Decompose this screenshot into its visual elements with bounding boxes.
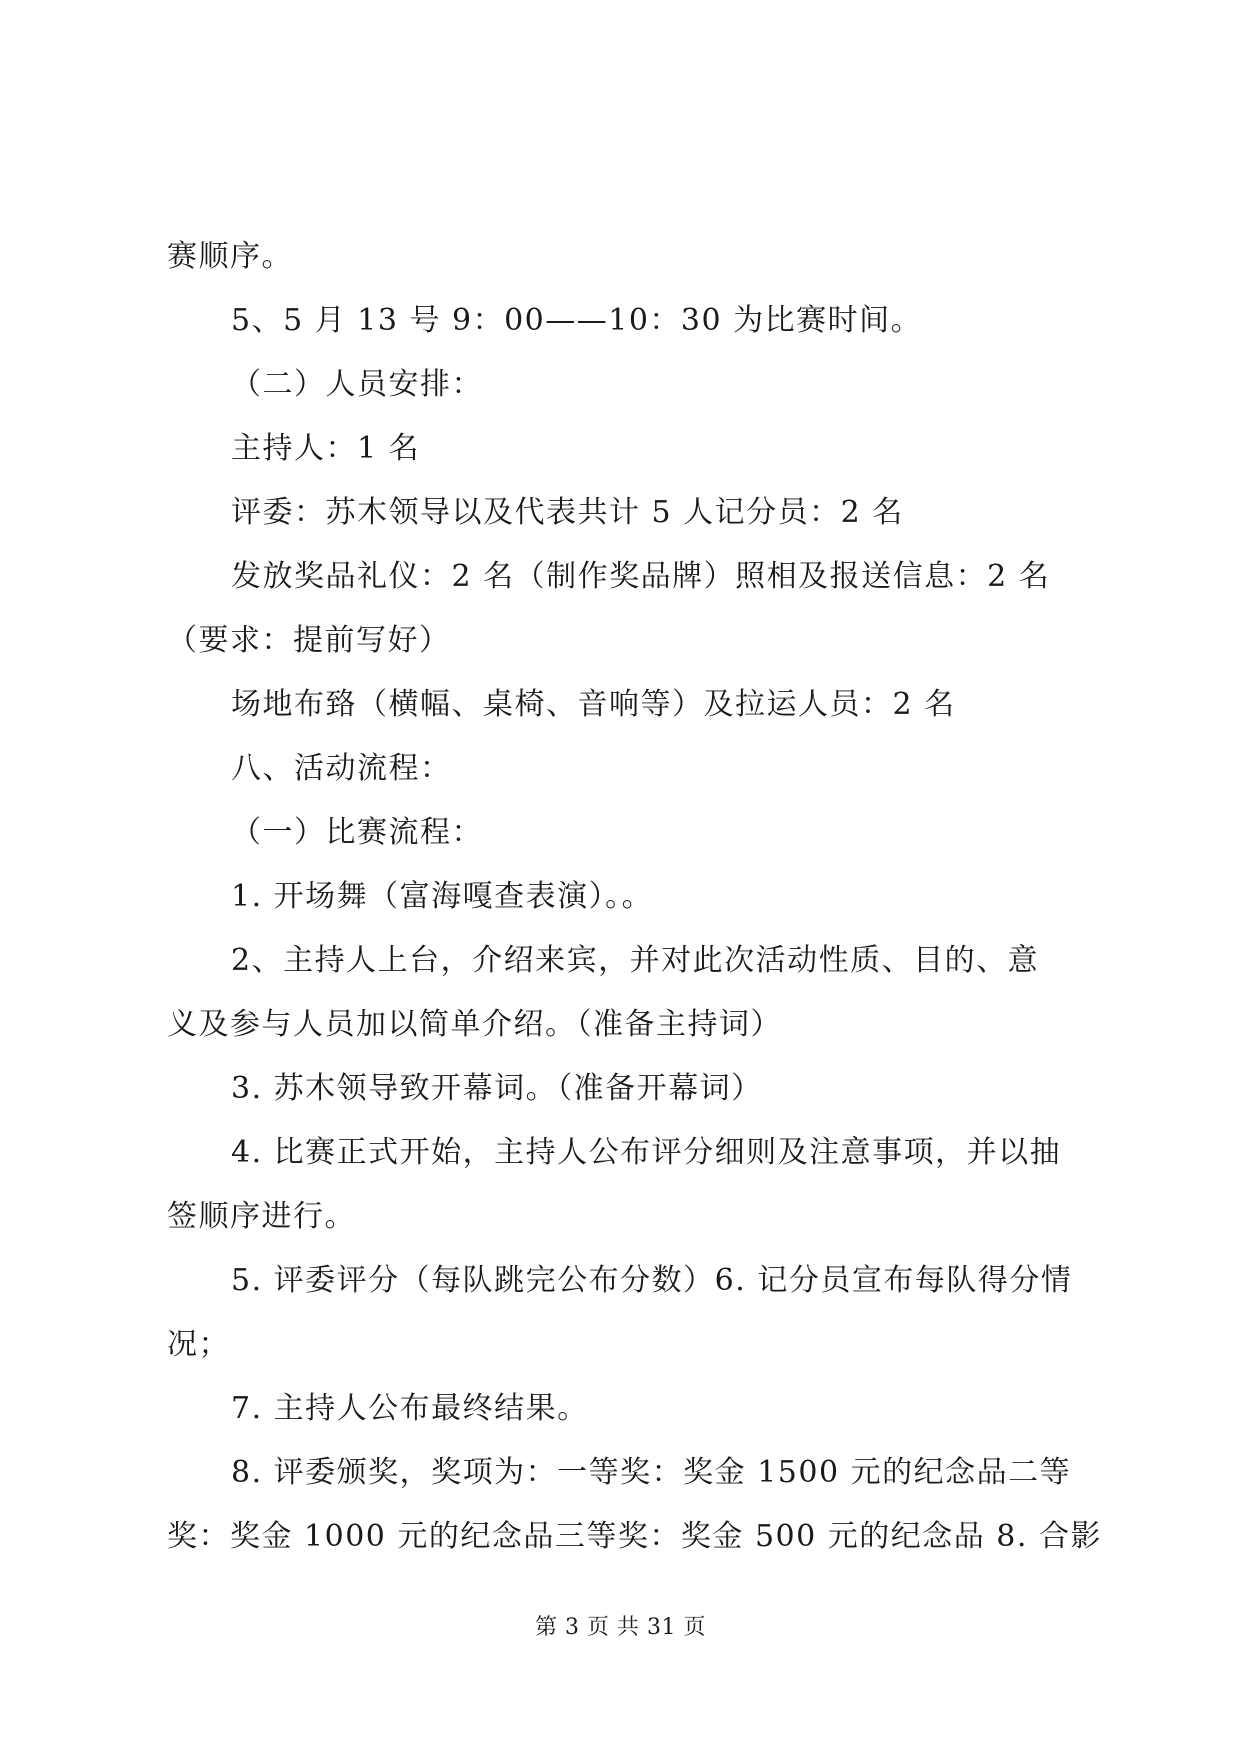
text-line: 1. 开场舞（富海嘎查表演）。。 [231,879,654,914]
text-line: 5. 评委评分（每队跳完公布分数）6. 记分员宣布每队得分情 [231,1263,1073,1298]
text-line: 况； [167,1327,230,1362]
page-footer [0,1610,1241,1641]
text-line: 场地布臵（横幅、桌椅、音响等）及拉运人员：2 名 [231,687,956,722]
text-line: 奖：奖金 1000 元的纪念品三等奖：奖金 500 元的纪念品 8. 合影 [167,1519,1102,1554]
text-line: 3. 苏木领导致开幕词。（准备开幕词） [231,1071,763,1106]
text-line: 义及参与人员加以简单介绍。（准备主持词） [167,1007,782,1042]
text-line: 主持人：1 名 [231,431,421,466]
page-number: 第 3 页 共 31 页 [535,1615,706,1640]
section-heading: （二）人员安排： [231,367,483,402]
text-line: 5、5 月 13 号 9：00——10：30 为比赛时间。 [231,303,923,338]
text-line: 评委：苏木领导以及代表共计 5 人记分员：2 名 [231,495,904,530]
text-line: 签顺序进行。 [167,1199,356,1234]
text-line: 赛顺序。 [167,239,293,274]
text-line: 4. 比赛正式开始，主持人公布评分细则及注意事项，并以抽 [231,1135,1062,1170]
text-line: 2、主持人上台，介绍来宾，并对此次活动性质、目的、意 [231,943,1040,978]
text-line: （要求：提前写好） [167,623,451,658]
section-heading: 八、活动流程： [231,751,452,786]
text-line: 8. 评委颁奖，奖项为：一等奖：奖金 1500 元的纪念品二等 [231,1455,1072,1490]
text-line: 7. 主持人公布最终结果。 [231,1391,589,1426]
document-body [167,225,1102,1569]
text-line: 发放奖品礼仪：2 名（制作奖品牌）照相及报送信息：2 名 [231,559,1051,594]
section-heading: （一）比赛流程： [231,815,483,850]
